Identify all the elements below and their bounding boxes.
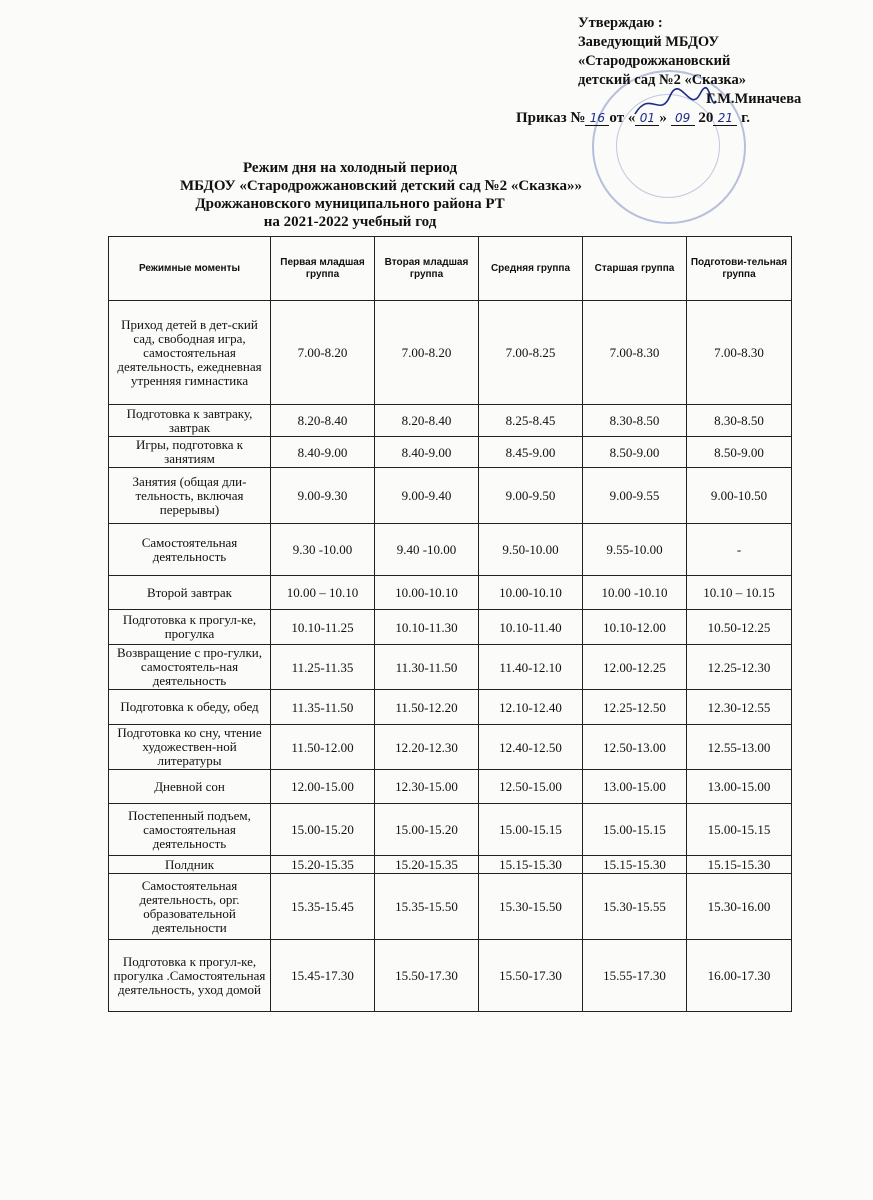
- table-row: [109, 301, 792, 405]
- table-row: [109, 576, 792, 610]
- time-cell: 15.35-15.50: [375, 874, 479, 940]
- time-cell: 11.25-11.35: [271, 645, 375, 690]
- table-header-row: [109, 237, 792, 301]
- time-cell: 15.35-15.45: [271, 874, 375, 940]
- time-cell: 15.20-15.35: [271, 856, 375, 874]
- table-row: [109, 690, 792, 725]
- time-cell: 10.10 – 10.15: [687, 576, 792, 610]
- regime-moment-cell: Самостоятельная деятельность, орг. образовательной деятельности: [109, 874, 271, 940]
- regime-moment-cell: Возвращение с про-гулки, самостоятель-ная деятельность: [109, 645, 271, 690]
- time-cell: 8.50-9.00: [583, 437, 687, 468]
- time-cell: 11.30-11.50: [375, 645, 479, 690]
- table-row: [109, 874, 792, 940]
- document-title: [180, 159, 583, 231]
- header-cell: Средняя группа: [479, 237, 583, 301]
- time-cell: 15.55-17.30: [583, 940, 687, 1012]
- order-prefix: Приказ №: [516, 110, 586, 126]
- time-cell: 9.30 -10.00: [271, 524, 375, 576]
- time-cell: 9.50-10.00: [479, 524, 583, 576]
- approval-line2: Заведующий МБДОУ: [578, 34, 720, 50]
- time-cell: -: [687, 524, 792, 576]
- time-cell: 9.55-10.00: [583, 524, 687, 576]
- header-cell: Вторая младшая группа: [375, 237, 479, 301]
- time-cell: 12.00-12.25: [583, 645, 687, 690]
- time-cell: 12.50-15.00: [479, 770, 583, 804]
- time-cell: 12.30-12.55: [687, 690, 792, 725]
- time-cell: 12.10-12.40: [479, 690, 583, 725]
- table-row: [109, 610, 792, 645]
- table-row: [109, 524, 792, 576]
- time-cell: 15.15-15.30: [687, 856, 792, 874]
- time-cell: 12.00-15.00: [271, 770, 375, 804]
- time-cell: 15.30-15.50: [479, 874, 583, 940]
- table-row: [109, 405, 792, 437]
- time-cell: 7.00-8.20: [271, 301, 375, 405]
- time-cell: 15.00-15.15: [687, 804, 792, 856]
- regime-moment-cell: Самостоятельная деятельность: [109, 524, 271, 576]
- time-cell: 9.00-9.55: [583, 468, 687, 524]
- title-line3: Дрожжановского муниципального района РТ: [195, 196, 505, 212]
- time-cell: 15.30-15.55: [583, 874, 687, 940]
- time-cell: 10.10-11.25: [271, 610, 375, 645]
- time-cell: 8.45-9.00: [479, 437, 583, 468]
- table-row: [109, 804, 792, 856]
- regime-moment-cell: Подготовка к прогул-ке, прогулка: [109, 610, 271, 645]
- regime-moment-cell: Подготовка к завтраку, завтрак: [109, 405, 271, 437]
- time-cell: 7.00-8.20: [375, 301, 479, 405]
- time-cell: 12.50-13.00: [583, 725, 687, 770]
- header-cell: Режимные моменты: [109, 237, 271, 301]
- order-number: 16: [585, 111, 609, 126]
- regime-moment-cell: Полдник: [109, 856, 271, 874]
- regime-moment-cell: Занятия (общая дли-тельность, включая перерывы): [109, 468, 271, 524]
- time-cell: 11.35-11.50: [271, 690, 375, 725]
- order-from: от «: [609, 110, 636, 126]
- time-cell: 9.00-10.50: [687, 468, 792, 524]
- approval-line3: «Стародрожжановский: [578, 53, 731, 69]
- title-line1: Режим дня на холодный период: [242, 160, 458, 176]
- time-cell: 15.00-15.20: [375, 804, 479, 856]
- order-mid: »: [659, 110, 667, 126]
- time-cell: 12.25-12.30: [687, 645, 792, 690]
- time-cell: 8.50-9.00: [687, 437, 792, 468]
- time-cell: 9.40 -10.00: [375, 524, 479, 576]
- regime-moment-cell: Второй завтрак: [109, 576, 271, 610]
- time-cell: 7.00-8.30: [583, 301, 687, 405]
- time-cell: 9.00-9.50: [479, 468, 583, 524]
- time-cell: 15.50-17.30: [479, 940, 583, 1012]
- approval-line4: детский сад №2 «Сказка»: [578, 72, 747, 88]
- time-cell: 15.30-16.00: [687, 874, 792, 940]
- time-cell: 8.20-8.40: [375, 405, 479, 437]
- time-cell: 12.20-12.30: [375, 725, 479, 770]
- regime-moment-cell: Постепенный подъем, самостоятельная деятельность: [109, 804, 271, 856]
- approval-block: [578, 14, 838, 109]
- table-row: [109, 940, 792, 1012]
- time-cell: 15.20-15.35: [375, 856, 479, 874]
- time-cell: 15.45-17.30: [271, 940, 375, 1012]
- order-year: 21: [713, 111, 737, 126]
- time-cell: 7.00-8.30: [687, 301, 792, 405]
- order-line: [516, 110, 750, 127]
- time-cell: 10.00 -10.10: [583, 576, 687, 610]
- table-row: [109, 468, 792, 524]
- time-cell: 15.00-15.15: [479, 804, 583, 856]
- time-cell: 8.40-9.00: [271, 437, 375, 468]
- approval-line1: Утверждаю :: [578, 15, 663, 31]
- order-suffix: г.: [741, 110, 750, 126]
- time-cell: 11.40-12.10: [479, 645, 583, 690]
- time-cell: 11.50-12.00: [271, 725, 375, 770]
- regime-moment-cell: Дневной сон: [109, 770, 271, 804]
- regime-moment-cell: Игры, подготовка к занятиям: [109, 437, 271, 468]
- table-body: [109, 301, 792, 1012]
- time-cell: 10.00-10.10: [479, 576, 583, 610]
- order-month: 09: [671, 111, 695, 126]
- time-cell: 10.00-10.10: [375, 576, 479, 610]
- time-cell: 10.10-11.30: [375, 610, 479, 645]
- time-cell: 15.50-17.30: [375, 940, 479, 1012]
- regime-moment-cell: Подготовка к прогул-ке, прогулка .Самостоятельная деятельность, уход домой: [109, 940, 271, 1012]
- title-line4: на 2021-2022 учебный год: [263, 214, 437, 230]
- time-cell: 8.20-8.40: [271, 405, 375, 437]
- order-day: 01: [635, 111, 659, 126]
- regime-moment-cell: Приход детей в дет-ский сад, свободная игра, самостоятельная деятельность, ежедневная утренняя гимнастика: [109, 301, 271, 405]
- time-cell: 8.40-9.00: [375, 437, 479, 468]
- time-cell: 8.30-8.50: [687, 405, 792, 437]
- time-cell: 12.40-12.50: [479, 725, 583, 770]
- regime-moment-cell: Подготовка ко сну, чтение художествен-ной литературы: [109, 725, 271, 770]
- time-cell: 9.00-9.40: [375, 468, 479, 524]
- time-cell: 15.00-15.20: [271, 804, 375, 856]
- time-cell: 10.10-12.00: [583, 610, 687, 645]
- table-row: [109, 770, 792, 804]
- table-row: [109, 645, 792, 690]
- time-cell: 10.10-11.40: [479, 610, 583, 645]
- approval-signer: Г.М.Миначева: [706, 91, 802, 107]
- time-cell: 8.30-8.50: [583, 405, 687, 437]
- time-cell: 7.00-8.25: [479, 301, 583, 405]
- time-cell: 12.30-15.00: [375, 770, 479, 804]
- time-cell: 12.55-13.00: [687, 725, 792, 770]
- time-cell: 15.15-15.30: [583, 856, 687, 874]
- header-cell: Подготови-тельная группа: [687, 237, 792, 301]
- time-cell: 15.00-15.15: [583, 804, 687, 856]
- schedule-table: [108, 236, 792, 1012]
- time-cell: 10.00 – 10.10: [271, 576, 375, 610]
- time-cell: 11.50-12.20: [375, 690, 479, 725]
- table-row: [109, 725, 792, 770]
- regime-moment-cell: Подготовка к обеду, обед: [109, 690, 271, 725]
- time-cell: 13.00-15.00: [687, 770, 792, 804]
- header-cell: Старшая группа: [583, 237, 687, 301]
- title-line2: МБДОУ «Стародрожжановский детский сад №2 «Сказка»»: [180, 178, 583, 194]
- time-cell: 12.25-12.50: [583, 690, 687, 725]
- table-row: [109, 856, 792, 874]
- time-cell: 9.00-9.30: [271, 468, 375, 524]
- time-cell: 10.50-12.25: [687, 610, 792, 645]
- table-row: [109, 437, 792, 468]
- order-year-prefix: 20: [698, 110, 714, 126]
- time-cell: 13.00-15.00: [583, 770, 687, 804]
- header-cell: Первая младшая группа: [271, 237, 375, 301]
- time-cell: 8.25-8.45: [479, 405, 583, 437]
- time-cell: 16.00-17.30: [687, 940, 792, 1012]
- time-cell: 15.15-15.30: [479, 856, 583, 874]
